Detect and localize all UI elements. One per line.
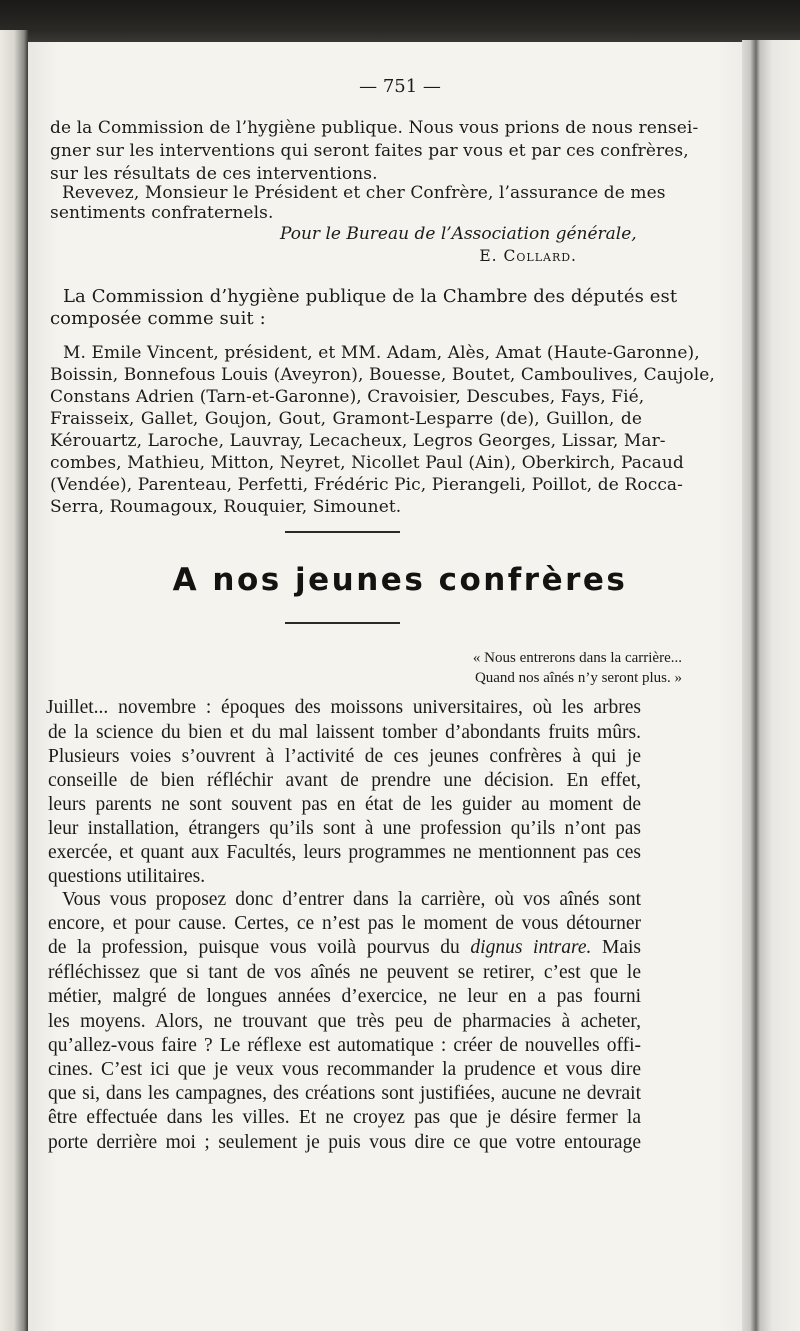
body-line: leurs parents ne sont souvent pas en état de les guider au moment de <box>48 794 641 815</box>
body-line: réfléchissez que si tant de vos aînés ne peuvent se retirer, c’est que le <box>48 962 641 983</box>
body-line: leur installation, étrangers qu’ils sont à une profession qu’ils n’ont pas <box>48 818 641 839</box>
letter-line: de la Commission de l’hygiène publique. Nous vous prions de nous rensei- <box>50 118 699 138</box>
article-title: A nos jeunes confrères <box>172 562 628 598</box>
title-divider <box>285 622 400 624</box>
members-line: Constans Adrien (Tarn-et-Garonne), Cravoisier, Descubes, Fays, Fié, <box>50 387 645 407</box>
commission-intro-line: La Commission d’hygiène publique de la Chambre des députés est <box>63 286 678 307</box>
body-line: encore, et pour cause. Certes, ce n’est pas le moment de vous détourner <box>48 913 641 934</box>
body-line: être effectuée dans les villes. Et ne croyez pas que je désire fermer la <box>48 1107 641 1128</box>
body-line: conseille de bien réfléchir avant de prendre une décision. En effet, <box>48 770 641 791</box>
commission-intro-line: composée comme suit : <box>50 308 266 329</box>
body-line: cines. C’est ici que je veux vous recommander la prudence et vous dire <box>48 1059 641 1080</box>
body-line: porte derrière moi ; seulement je puis vous dire ce que votre entourage <box>48 1132 641 1153</box>
letter-line: sur les résultats de ces interventions. <box>50 164 378 184</box>
body-line: que si, dans les campagnes, des créations sont justifiées, aucune ne devrait <box>48 1083 641 1104</box>
scan-background <box>0 0 800 44</box>
letter-line: sentiments confraternels. <box>50 203 274 223</box>
body-line-text: Mais <box>602 937 641 958</box>
signatory: E. Collard. <box>479 247 577 265</box>
members-line: M. Emile Vincent, président, et MM. Adam, Alès, Amat (Haute-Garonne), <box>63 343 700 363</box>
latin-phrase: dignus intrare. <box>470 937 592 958</box>
members-line: Fraisseix, Gallet, Goujon, Gout, Gramont-Lesparre (de), Guillon, de <box>50 409 642 429</box>
body-line: de la science du bien et du mal laissent tomber d’abondants fruits mûrs. <box>48 722 641 743</box>
members-line: combes, Mathieu, Mitton, Neyret, Nicollet Paul (Ain), Oberkirch, Pacaud <box>50 453 684 473</box>
letter-line: gner sur les interventions qui seront faites par vous et par ces confrères, <box>50 141 689 161</box>
letter-line: Revevez, Monsieur le Président et cher Confrère, l’assurance de mes <box>62 183 666 203</box>
left-page-edge <box>0 30 28 1331</box>
body-line-with-italic <box>48 937 641 959</box>
epigraph-line: « Nous entrerons dans la carrière... <box>472 650 682 666</box>
right-page-edge <box>742 40 800 1331</box>
members-line: Serra, Roumagoux, Rouquier, Simounet. <box>50 497 402 517</box>
epigraph-line: Quand nos aînés n’y seront plus. » <box>474 670 682 686</box>
section-divider <box>285 531 400 533</box>
page-number: — 751 — <box>359 76 441 97</box>
body-line: qu’allez-vous faire ? Le réflexe est automatique : créer de nouvelles offi- <box>48 1035 641 1056</box>
body-line: questions utilitaires. <box>48 866 206 887</box>
members-line: (Vendée), Parenteau, Perfetti, Frédéric Pic, Pierangeli, Poillot, de Rocca- <box>50 475 684 495</box>
body-line: Juillet... novembre : époques des moissons universitaires, où les arbres <box>46 697 641 718</box>
body-line: Vous vous proposez donc d’entrer dans la carrière, où vos aînés sont <box>62 889 641 910</box>
signature-line: Pour le Bureau de l’Association générale, <box>280 224 637 244</box>
body-line: les moyens. Alors, ne trouvant que très peu de pharmacies à acheter, <box>48 1011 641 1032</box>
members-line: Boissin, Bonnefous Louis (Aveyron), Bouesse, Boutet, Camboulives, Caujole, <box>50 365 715 385</box>
body-line-text: de la profession, puisque vous voilà pourvus du <box>48 937 460 958</box>
body-line: Plusieurs voies s’ouvrent à l’activité de ces jeunes confrères à qui je <box>48 746 641 767</box>
body-line: métier, malgré de longues années d’exercice, ne leur en a pas fourni <box>48 986 641 1007</box>
members-line: Kérouartz, Laroche, Lauvray, Lecacheux, Legros Georges, Lissar, Mar- <box>50 431 666 451</box>
body-line: exercée, et quant aux Facultés, leurs programmes ne mentionnent pas ces <box>48 842 641 863</box>
